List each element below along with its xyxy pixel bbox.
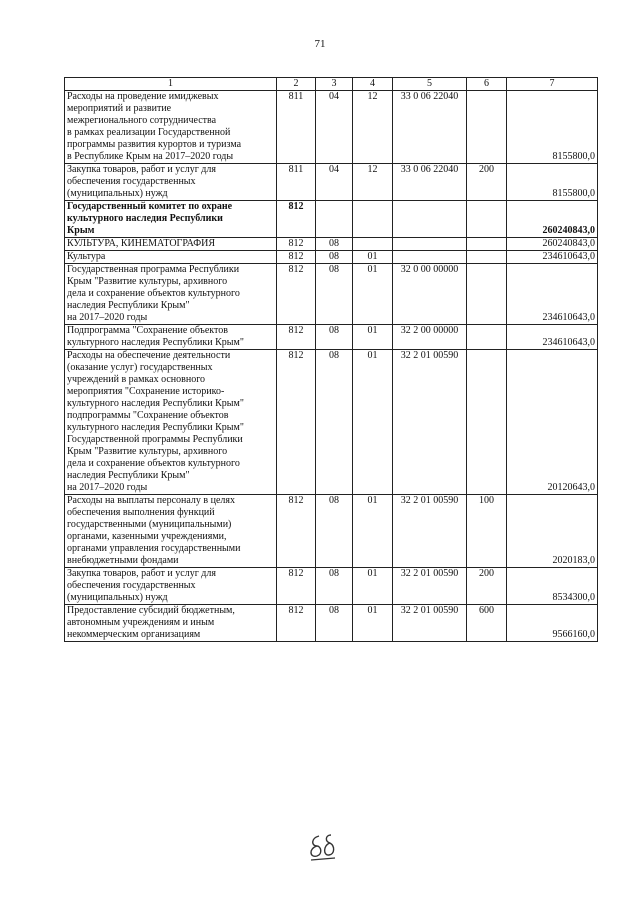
- row-target-cell: 32 0 00 00000: [393, 264, 467, 325]
- header-cell: 6: [467, 78, 507, 91]
- row-type-cell: 100: [467, 495, 507, 568]
- row-section-cell: [316, 201, 353, 238]
- row-amount-cell: 8155800,0: [507, 164, 598, 201]
- row-section-cell: 08: [316, 238, 353, 251]
- table-row: [65, 164, 598, 201]
- row-target-cell: 32 2 01 00590: [393, 495, 467, 568]
- row-code-cell: 812: [277, 350, 316, 495]
- row-subsection-cell: [353, 201, 393, 238]
- row-code-cell: 812: [277, 201, 316, 238]
- row-target-cell: 32 2 00 00000: [393, 325, 467, 350]
- row-target-cell: 32 2 01 00590: [393, 605, 467, 642]
- row-section-cell: 08: [316, 251, 353, 264]
- row-amount-cell: 234610643,0: [507, 264, 598, 325]
- row-code-cell: 811: [277, 164, 316, 201]
- row-amount-cell: 2020183,0: [507, 495, 598, 568]
- row-section-cell: 08: [316, 495, 353, 568]
- header-cell: 4: [353, 78, 393, 91]
- row-type-cell: 600: [467, 605, 507, 642]
- row-subsection-cell: 01: [353, 495, 393, 568]
- row-section-cell: 08: [316, 568, 353, 605]
- row-type-cell: [467, 238, 507, 251]
- row-code-cell: 812: [277, 605, 316, 642]
- row-type-cell: [467, 264, 507, 325]
- header-cell: 7: [507, 78, 598, 91]
- row-amount-cell: 260240843,0: [507, 201, 598, 238]
- row-name-cell: Расходы на выплаты персоналу в целях обеспечения выполнения функций государственными (муниципальными) органами, казенными учреждениями, органами управления государственными внебюджетными фондами: [65, 495, 277, 568]
- row-subsection-cell: 01: [353, 325, 393, 350]
- row-subsection-cell: 12: [353, 91, 393, 164]
- table-row: [65, 350, 598, 495]
- row-type-cell: [467, 350, 507, 495]
- header-cell: 5: [393, 78, 467, 91]
- row-target-cell: 32 2 01 00590: [393, 350, 467, 495]
- row-section-cell: 04: [316, 164, 353, 201]
- table-row: [65, 91, 598, 164]
- row-section-cell: 08: [316, 325, 353, 350]
- page-number: 71: [314, 38, 326, 50]
- row-amount-cell: 20120643,0: [507, 350, 598, 495]
- table-row: [65, 201, 598, 238]
- row-type-cell: 200: [467, 568, 507, 605]
- row-amount-cell: 8534300,0: [507, 568, 598, 605]
- row-code-cell: 811: [277, 91, 316, 164]
- row-type-cell: 200: [467, 164, 507, 201]
- row-amount-cell: 9566160,0: [507, 605, 598, 642]
- handwritten-page-mark: [305, 832, 339, 862]
- row-target-cell: 33 0 06 22040: [393, 164, 467, 201]
- row-name-cell: Государственная программа Республики Крым "Развитие культуры, архивного дела и сохранение объектов культурного наследия Республики Крым" на 2017–2020 годы: [65, 264, 277, 325]
- row-subsection-cell: 01: [353, 251, 393, 264]
- row-name-cell: Закупка товаров, работ и услуг для обеспечения государственных (муниципальных) нужд: [65, 568, 277, 605]
- row-type-cell: [467, 201, 507, 238]
- row-code-cell: 812: [277, 264, 316, 325]
- header-cell: 2: [277, 78, 316, 91]
- header-cell: 1: [65, 78, 277, 91]
- row-section-cell: 04: [316, 91, 353, 164]
- row-name-cell: Закупка товаров, работ и услуг для обеспечения государственных (муниципальных) нужд: [65, 164, 277, 201]
- row-name-cell: Предоставление субсидий бюджетным, автономным учреждениям и иным некоммерческим организациям: [65, 605, 277, 642]
- header-cell: 3: [316, 78, 353, 91]
- row-section-cell: 08: [316, 264, 353, 325]
- row-name-cell: Подпрограмма "Сохранение объектов культурного наследия Республики Крым": [65, 325, 277, 350]
- row-name-cell: Государственный комитет по охране культурного наследия Республики Крым: [65, 201, 277, 238]
- row-target-cell: [393, 251, 467, 264]
- table-row: [65, 251, 598, 264]
- row-subsection-cell: 01: [353, 568, 393, 605]
- row-code-cell: 812: [277, 568, 316, 605]
- table-row: [65, 568, 598, 605]
- row-subsection-cell: 01: [353, 264, 393, 325]
- row-subsection-cell: 01: [353, 350, 393, 495]
- row-amount-cell: 234610643,0: [507, 325, 598, 350]
- row-target-cell: [393, 238, 467, 251]
- row-type-cell: [467, 251, 507, 264]
- row-target-cell: 33 0 06 22040: [393, 91, 467, 164]
- row-code-cell: 812: [277, 325, 316, 350]
- table-row: [65, 495, 598, 568]
- row-amount-cell: 8155800,0: [507, 91, 598, 164]
- row-subsection-cell: 12: [353, 164, 393, 201]
- row-code-cell: 812: [277, 238, 316, 251]
- row-name-cell: Расходы на проведение имиджевых мероприятий и развитие межрегионального сотрудничества в рамках реализации Государственной программы развития курортов и туризма в Республике Крым на 2017–2020 годы: [65, 91, 277, 164]
- budget-table: [64, 77, 598, 642]
- row-amount-cell: 234610643,0: [507, 251, 598, 264]
- row-amount-cell: 260240843,0: [507, 238, 598, 251]
- row-code-cell: 812: [277, 251, 316, 264]
- row-section-cell: 08: [316, 350, 353, 495]
- table-row: [65, 605, 598, 642]
- row-code-cell: 812: [277, 495, 316, 568]
- table-header-row: [65, 78, 598, 91]
- row-name-cell: Культура: [65, 251, 277, 264]
- table-row: [65, 264, 598, 325]
- table-row: [65, 238, 598, 251]
- row-name-cell: КУЛЬТУРА, КИНЕМАТОГРАФИЯ: [65, 238, 277, 251]
- row-subsection-cell: [353, 238, 393, 251]
- table-row: [65, 325, 598, 350]
- row-type-cell: [467, 91, 507, 164]
- row-type-cell: [467, 325, 507, 350]
- row-name-cell: Расходы на обеспечение деятельности (оказание услуг) государственных учреждений в рамках основного мероприятия "Сохранение историко- культурного наследия Республики Крым" подпрограммы "Сохранение объектов культурного наследия Республики Крым" Государственной программы Республики Крым "Развитие культуры, архивного дела и сохранение объектов культурного наследия Республики Крым" на 2017–2020 годы: [65, 350, 277, 495]
- row-section-cell: 08: [316, 605, 353, 642]
- row-subsection-cell: 01: [353, 605, 393, 642]
- row-target-cell: [393, 201, 467, 238]
- row-target-cell: 32 2 01 00590: [393, 568, 467, 605]
